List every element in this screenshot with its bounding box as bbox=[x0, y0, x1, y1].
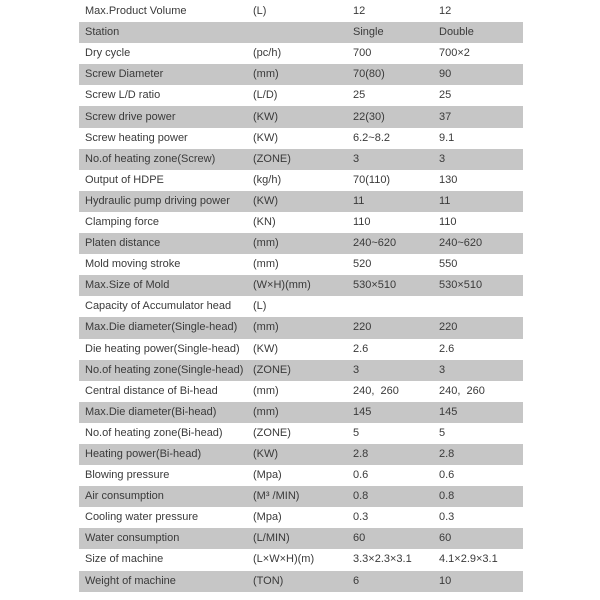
parameter-cell: Screw heating power bbox=[85, 131, 188, 144]
table-row bbox=[79, 423, 523, 444]
table-row bbox=[79, 212, 523, 233]
parameter-cell: Die heating power(Single-head) bbox=[85, 342, 240, 355]
single-value-cell: 60 bbox=[353, 532, 366, 545]
unit-cell: (L) bbox=[253, 300, 267, 313]
double-value-cell: 9.1 bbox=[439, 131, 455, 144]
table-row bbox=[79, 571, 523, 592]
table-row bbox=[79, 444, 523, 465]
parameter-cell: Mold moving stroke bbox=[85, 258, 181, 271]
single-value-cell: 240~620 bbox=[353, 237, 397, 250]
unit-cell: (M³ /MIN) bbox=[253, 490, 300, 503]
unit-cell: (Mpa) bbox=[253, 469, 282, 482]
double-value-cell: 220 bbox=[439, 321, 458, 334]
single-value-cell: 3 bbox=[353, 152, 360, 165]
single-value-cell: 22(30) bbox=[353, 110, 385, 123]
parameter-cell: Water consumption bbox=[85, 532, 180, 545]
single-value-cell: 0.3 bbox=[353, 511, 369, 524]
double-value-cell: 60 bbox=[439, 532, 452, 545]
table-row bbox=[79, 360, 523, 381]
unit-cell: (ZONE) bbox=[253, 152, 291, 165]
parameter-cell: Screw L/D ratio bbox=[85, 89, 161, 102]
unit-cell: (KN) bbox=[253, 215, 276, 228]
parameter-cell: No.of heating zone(Single-head) bbox=[85, 363, 244, 376]
double-value-cell: 0.8 bbox=[439, 490, 455, 503]
unit-cell: (L) bbox=[253, 5, 267, 18]
single-value-cell: 220 bbox=[353, 321, 372, 334]
unit-cell: (kg/h) bbox=[253, 173, 282, 186]
unit-cell: (mm) bbox=[253, 321, 279, 334]
table-row bbox=[79, 43, 523, 64]
unit-cell: (pc/h) bbox=[253, 47, 282, 60]
unit-cell: (mm) bbox=[253, 237, 279, 250]
table-row bbox=[79, 170, 523, 191]
parameter-cell: No.of heating zone(Screw) bbox=[85, 152, 216, 165]
parameter-cell: Max.Product Volume bbox=[85, 5, 187, 18]
single-value-cell: 25 bbox=[353, 89, 366, 102]
double-value-cell: 240~620 bbox=[439, 237, 483, 250]
single-value-cell: 70(110) bbox=[353, 173, 391, 186]
double-value-cell: 4.1×2.9×3.1 bbox=[439, 553, 498, 566]
unit-cell: (L/D) bbox=[253, 89, 278, 102]
unit-cell: (mm) bbox=[253, 258, 279, 271]
double-value-cell: 145 bbox=[439, 405, 458, 418]
double-value-cell: 240, 260 bbox=[439, 384, 485, 397]
single-value-cell: 700 bbox=[353, 47, 372, 60]
single-value-cell: 70(80) bbox=[353, 68, 385, 81]
single-value-cell: 520 bbox=[353, 258, 372, 271]
single-value-cell: 3.3×2.3×3.1 bbox=[353, 553, 412, 566]
table-row bbox=[79, 339, 523, 360]
spec-table bbox=[79, 1, 523, 592]
parameter-cell: Screw Diameter bbox=[85, 68, 164, 81]
unit-cell: (KW) bbox=[253, 194, 279, 207]
table-row bbox=[79, 149, 523, 170]
table-row bbox=[79, 549, 523, 570]
unit-cell: (mm) bbox=[253, 405, 279, 418]
unit-cell: (mm) bbox=[253, 384, 279, 397]
parameter-cell: Heating power(Bi-head) bbox=[85, 448, 202, 461]
table-row bbox=[79, 465, 523, 486]
single-value-cell: 12 bbox=[353, 5, 366, 18]
double-value-cell: 10 bbox=[439, 574, 452, 587]
unit-cell: (TON) bbox=[253, 574, 284, 587]
unit-cell: (KW) bbox=[253, 131, 279, 144]
table-row bbox=[79, 275, 523, 296]
parameter-cell: Max.Die diameter(Single-head) bbox=[85, 321, 238, 334]
table-row bbox=[79, 254, 523, 275]
table-row bbox=[79, 296, 523, 317]
single-value-cell: Single bbox=[353, 26, 384, 39]
table-row bbox=[79, 528, 523, 549]
double-value-cell: 130 bbox=[439, 173, 458, 186]
double-value-cell: 700×2 bbox=[439, 47, 470, 60]
double-value-cell: 550 bbox=[439, 258, 458, 271]
double-value-cell: 110 bbox=[439, 215, 457, 228]
table-row bbox=[79, 191, 523, 212]
single-value-cell: 240, 260 bbox=[353, 384, 399, 397]
single-value-cell: 530×510 bbox=[353, 279, 397, 292]
unit-cell: (Mpa) bbox=[253, 511, 282, 524]
table-row bbox=[79, 128, 523, 149]
parameter-cell: Max.Die diameter(Bi-head) bbox=[85, 405, 217, 418]
parameter-cell: Max.Size of Mold bbox=[85, 279, 170, 292]
double-value-cell: 90 bbox=[439, 68, 452, 81]
double-value-cell: 2.8 bbox=[439, 448, 455, 461]
parameter-cell: Screw drive power bbox=[85, 110, 176, 123]
table-row bbox=[79, 64, 523, 85]
double-value-cell: 11 bbox=[439, 194, 451, 207]
unit-cell: (L/MIN) bbox=[253, 532, 290, 545]
parameter-cell: Weight of machine bbox=[85, 574, 176, 587]
parameter-cell: Dry cycle bbox=[85, 47, 131, 60]
single-value-cell: 11 bbox=[353, 194, 365, 207]
double-value-cell: 3 bbox=[439, 363, 446, 376]
unit-cell: (KW) bbox=[253, 342, 279, 355]
double-value-cell: 37 bbox=[439, 110, 452, 123]
parameter-cell: Air consumption bbox=[85, 490, 164, 503]
parameter-cell: Clamping force bbox=[85, 215, 159, 228]
unit-cell: (ZONE) bbox=[253, 426, 291, 439]
parameter-cell: Cooling water pressure bbox=[85, 511, 199, 524]
double-value-cell: 25 bbox=[439, 89, 452, 102]
parameter-cell: Output of HDPE bbox=[85, 173, 164, 186]
table-row bbox=[79, 233, 523, 254]
table-row bbox=[79, 22, 523, 43]
unit-cell: (KW) bbox=[253, 110, 279, 123]
unit-cell: (L×W×H)(m) bbox=[253, 553, 315, 566]
table-row bbox=[79, 486, 523, 507]
double-value-cell: 5 bbox=[439, 426, 446, 439]
parameter-cell: Size of machine bbox=[85, 553, 164, 566]
unit-cell: (mm) bbox=[253, 68, 279, 81]
table-row bbox=[79, 317, 523, 338]
single-value-cell: 3 bbox=[353, 363, 360, 376]
single-value-cell: 0.8 bbox=[353, 490, 369, 503]
table-row bbox=[79, 1, 523, 22]
unit-cell: (ZONE) bbox=[253, 363, 291, 376]
table-row bbox=[79, 381, 523, 402]
double-value-cell: 2.6 bbox=[439, 342, 455, 355]
single-value-cell: 2.6 bbox=[353, 342, 369, 355]
unit-cell: (KW) bbox=[253, 448, 279, 461]
table-row bbox=[79, 402, 523, 423]
single-value-cell: 145 bbox=[353, 405, 372, 418]
parameter-cell: Capacity of Accumulator head bbox=[85, 300, 232, 313]
parameter-cell: Station bbox=[85, 26, 120, 39]
double-value-cell: 0.6 bbox=[439, 469, 455, 482]
single-value-cell: 2.8 bbox=[353, 448, 369, 461]
single-value-cell: 110 bbox=[353, 215, 371, 228]
parameter-cell: Central distance of Bi-head bbox=[85, 384, 218, 397]
double-value-cell: 0.3 bbox=[439, 511, 455, 524]
parameter-cell: Blowing pressure bbox=[85, 469, 170, 482]
parameter-cell: No.of heating zone(Bi-head) bbox=[85, 426, 223, 439]
parameter-cell: Hydraulic pump driving power bbox=[85, 194, 230, 207]
single-value-cell: 6.2~8.2 bbox=[353, 131, 391, 144]
table-row bbox=[79, 106, 523, 127]
double-value-cell: 3 bbox=[439, 152, 446, 165]
single-value-cell: 0.6 bbox=[353, 469, 369, 482]
table-row bbox=[79, 85, 523, 106]
double-value-cell: Double bbox=[439, 26, 474, 39]
double-value-cell: 530×510 bbox=[439, 279, 483, 292]
unit-cell: (W×H)(mm) bbox=[253, 279, 311, 292]
single-value-cell: 6 bbox=[353, 574, 360, 587]
parameter-cell: Platen distance bbox=[85, 237, 161, 250]
table-row bbox=[79, 507, 523, 528]
single-value-cell: 5 bbox=[353, 426, 360, 439]
double-value-cell: 12 bbox=[439, 5, 452, 18]
